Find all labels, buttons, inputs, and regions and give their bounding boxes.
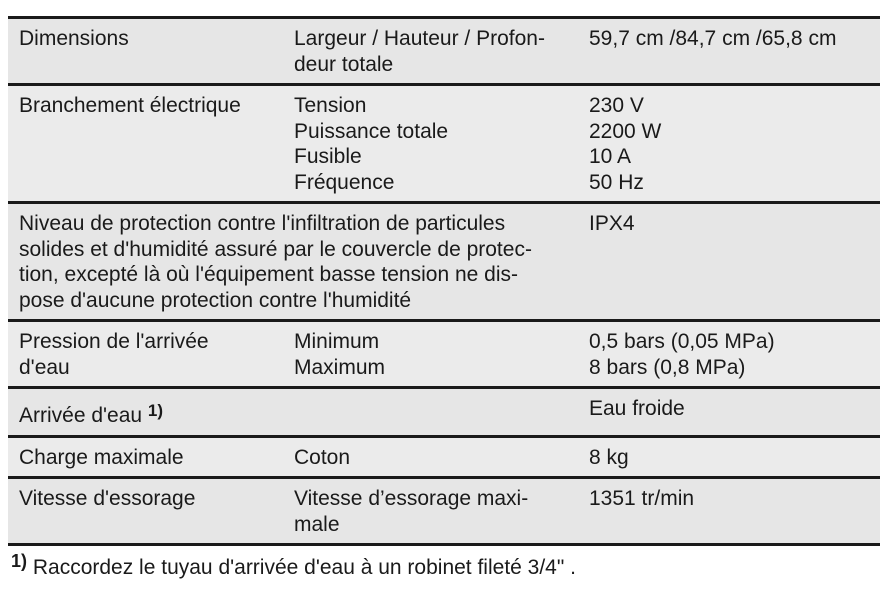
row-electrical-connection <box>8 85 880 203</box>
value-line: 1351 tr/min <box>589 487 695 510</box>
sub-line: Maximum <box>294 355 386 379</box>
row-label: Dimensions <box>8 19 283 85</box>
value-line: 10 A <box>589 145 632 168</box>
row-sub-label <box>283 321 578 388</box>
sub-line: Largeur / Hauteur / Profon- <box>294 27 545 50</box>
value-line: 8 kg <box>589 445 629 469</box>
label-line: pose d'aucune protection contre l'humidité <box>19 288 412 312</box>
label-line: tion, excepté là où l'équipement basse tension ne dis- <box>19 263 518 286</box>
row-label: Branchement électrique <box>8 85 283 203</box>
value-line: 0,5 bars (0,05 MPa) <box>589 330 775 353</box>
row-max-load <box>8 436 880 478</box>
sub-line: Puissance totale <box>294 119 449 143</box>
label-text: Arrivée d'eau <box>19 404 143 427</box>
row-sub-label <box>283 19 578 85</box>
value-line: 50 Hz <box>589 170 644 194</box>
row-sub-label <box>283 388 578 437</box>
row-sub-label <box>283 85 578 203</box>
row-label: Charge maximale <box>8 436 283 478</box>
sub-line: deur totale <box>294 52 394 76</box>
row-sub-label <box>283 478 578 544</box>
sub-line: Vitesse d’essorage maxi- <box>294 487 529 510</box>
sub-line: Fréquence <box>294 170 395 194</box>
value-line: IPX4 <box>589 212 635 235</box>
row-water-inlet <box>8 388 880 437</box>
row-dimensions <box>8 19 880 85</box>
row-label: Vitesse d'essorage <box>8 478 283 544</box>
specifications-table-wrapper <box>8 16 880 546</box>
row-value <box>578 321 880 388</box>
label-line: solides et d'humidité assuré par le couvercle de protec- <box>19 237 532 261</box>
row-value <box>578 85 880 203</box>
row-label <box>8 321 283 388</box>
specifications-table <box>8 19 880 543</box>
value-line: 59,7 cm /84,7 cm /65,8 cm <box>589 27 837 50</box>
sub-line: male <box>294 512 340 536</box>
row-value <box>578 388 880 437</box>
sub-line: Minimum <box>294 330 380 353</box>
value-line: 230 V <box>589 94 644 117</box>
row-sub-label <box>283 436 578 478</box>
row-label <box>8 203 578 321</box>
footnote-marker: 1) <box>11 551 28 571</box>
sub-line: Tension <box>294 94 367 117</box>
value-line: 2200 W <box>589 119 662 143</box>
row-value <box>578 436 880 478</box>
footnote-text: Raccordez le tuyau d'arrivée d'eau à un robinet fileté 3/4" . <box>27 556 576 579</box>
row-protection-level <box>8 203 880 321</box>
row-label <box>8 388 283 437</box>
label-line: Pression de l'arrivée <box>19 330 209 353</box>
sub-line: Fusible <box>294 145 362 168</box>
value-line: Eau froide <box>589 397 685 420</box>
row-value <box>578 478 880 544</box>
label-line: Niveau de protection contre l'infiltration de particules <box>19 212 506 235</box>
value-line: 8 bars (0,8 MPa) <box>589 355 746 379</box>
sub-line: Coton <box>294 445 351 469</box>
label-line: d'eau <box>19 355 70 379</box>
row-water-pressure <box>8 321 880 388</box>
row-value <box>578 19 880 85</box>
footnote <box>11 551 576 581</box>
row-value <box>578 203 880 321</box>
row-spin-speed <box>8 478 880 544</box>
footnote-reference: 1) <box>147 401 164 420</box>
